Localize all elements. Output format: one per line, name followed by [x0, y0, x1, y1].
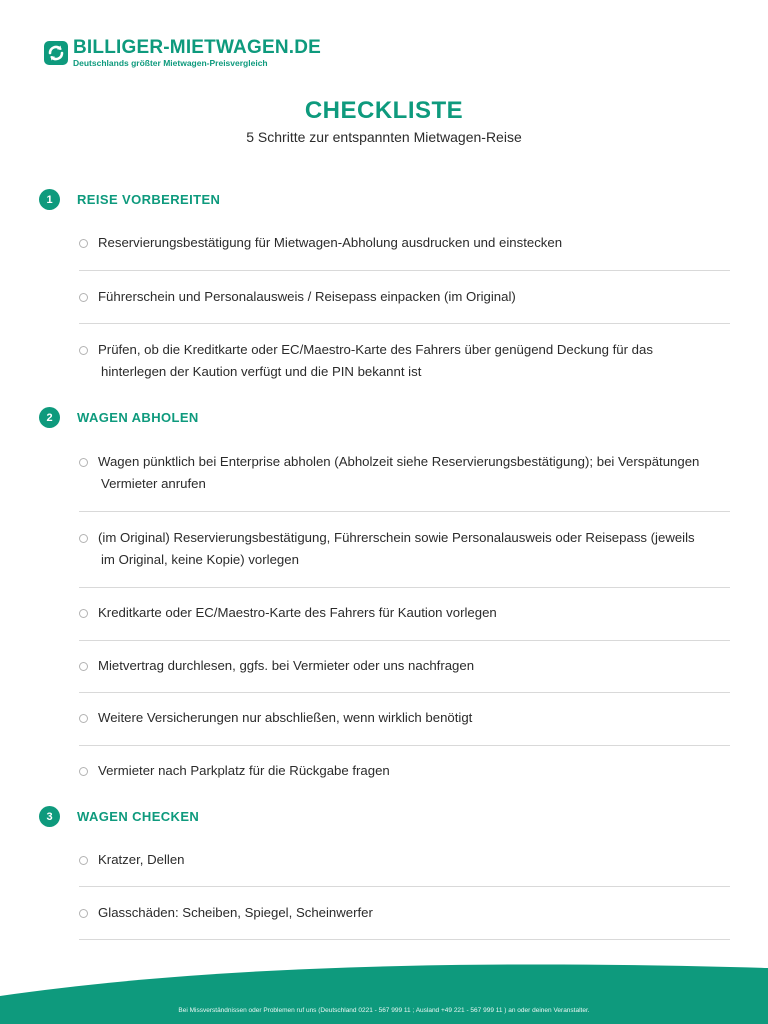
checkbox-circle-icon[interactable]	[79, 856, 88, 865]
checkbox-circle-icon[interactable]	[79, 609, 88, 618]
divider	[79, 270, 730, 271]
page-title: CHECKLISTE	[304, 97, 464, 124]
item-text: Mietvertrag durchlesen, ggfs. bei Vermieter oder uns nachfragen	[98, 658, 475, 673]
divider	[79, 511, 730, 512]
item-text: Glasschäden: Scheiben, Spiegel, Scheinwerfer	[98, 905, 373, 920]
checkbox-circle-icon[interactable]	[79, 534, 88, 543]
checkbox-circle-icon[interactable]	[79, 909, 88, 918]
checklist-item[interactable]	[79, 286, 730, 308]
footer-band	[0, 960, 768, 1024]
divider	[79, 640, 730, 641]
checklist-item[interactable]	[79, 849, 730, 871]
section-title: REISE VORBEREITEN	[77, 192, 221, 207]
divider	[79, 939, 730, 940]
item-text: Vermieter nach Parkplatz für die Rückgabe fragen	[98, 763, 390, 778]
checkbox-circle-icon[interactable]	[79, 346, 88, 355]
item-text-continued: im Original, keine Kopie) vorlegen	[101, 552, 299, 567]
checklist-item[interactable]	[79, 707, 730, 729]
item-text-continued: Vermieter anrufen	[101, 476, 206, 491]
section-number-badge: 3	[39, 806, 60, 827]
checklist-item[interactable]	[79, 339, 730, 383]
section-header-2	[39, 407, 199, 428]
section-header-3	[39, 806, 199, 827]
checkbox-circle-icon[interactable]	[79, 714, 88, 723]
checklist-item[interactable]	[79, 232, 730, 254]
item-text: (im Original) Reservierungsbestätigung, Führerschein sowie Personalausweis oder Reisepass (jeweils	[98, 530, 695, 545]
page-subtitle: 5 Schritte zur entspannten Mietwagen-Reise	[246, 129, 522, 145]
checkbox-circle-icon[interactable]	[79, 293, 88, 302]
divider	[79, 323, 730, 324]
item-text: Führerschein und Personalausweis / Reisepass einpacken (im Original)	[98, 289, 516, 304]
checkbox-circle-icon[interactable]	[79, 662, 88, 671]
brand-logo	[43, 38, 321, 68]
checklist-item[interactable]	[79, 655, 730, 677]
item-text: Weitere Versicherungen nur abschließen, wenn wirklich benötigt	[98, 710, 473, 725]
divider	[79, 886, 730, 887]
brand-tagline: Deutschlands größter Mietwagen-Preisvergleich	[73, 58, 268, 68]
item-text: Prüfen, ob die Kreditkarte oder EC/Maestro-Karte des Fahrers über genügend Deckung für das	[98, 342, 653, 357]
checklist-item[interactable]	[79, 902, 730, 924]
footer-note: Bei Missverständnissen oder Problemen ruf uns (Deutschland 0221 - 567 999 11 ; Ausland +49 221 - 567 999 11 ) an oder deinen Veranstalter.	[178, 1007, 590, 1014]
checklist-item[interactable]	[79, 451, 730, 495]
item-text: Reservierungsbestätigung für Mietwagen-Abholung ausdrucken und einstecken	[98, 235, 563, 250]
checklist-item[interactable]	[79, 527, 730, 571]
checklist-item[interactable]	[79, 760, 730, 782]
checkbox-circle-icon[interactable]	[79, 458, 88, 467]
section-number-badge: 1	[39, 189, 60, 210]
divider	[79, 692, 730, 693]
brand-name: BILLIGER-MIETWAGEN.DE	[73, 37, 322, 58]
section-header-1	[39, 189, 220, 210]
item-text: Kreditkarte oder EC/Maestro-Karte des Fahrers für Kaution vorlegen	[98, 605, 497, 620]
checklist-item[interactable]	[79, 602, 730, 624]
divider	[79, 587, 730, 588]
section-number-badge: 2	[39, 407, 60, 428]
item-text: Kratzer, Dellen	[98, 852, 185, 867]
item-text: Wagen pünktlich bei Enterprise abholen (Abholzeit siehe Reservierungsbestätigung); bei Verspätungen	[98, 454, 700, 469]
item-text-continued: hinterlegen der Kaution verfügt und die PIN bekannt ist	[101, 364, 422, 379]
divider	[79, 745, 730, 746]
section-title: WAGEN CHECKEN	[77, 809, 200, 824]
logo-icon	[43, 40, 69, 66]
checkbox-circle-icon[interactable]	[79, 767, 88, 776]
section-title: WAGEN ABHOLEN	[77, 410, 199, 425]
checkbox-circle-icon[interactable]	[79, 239, 88, 248]
